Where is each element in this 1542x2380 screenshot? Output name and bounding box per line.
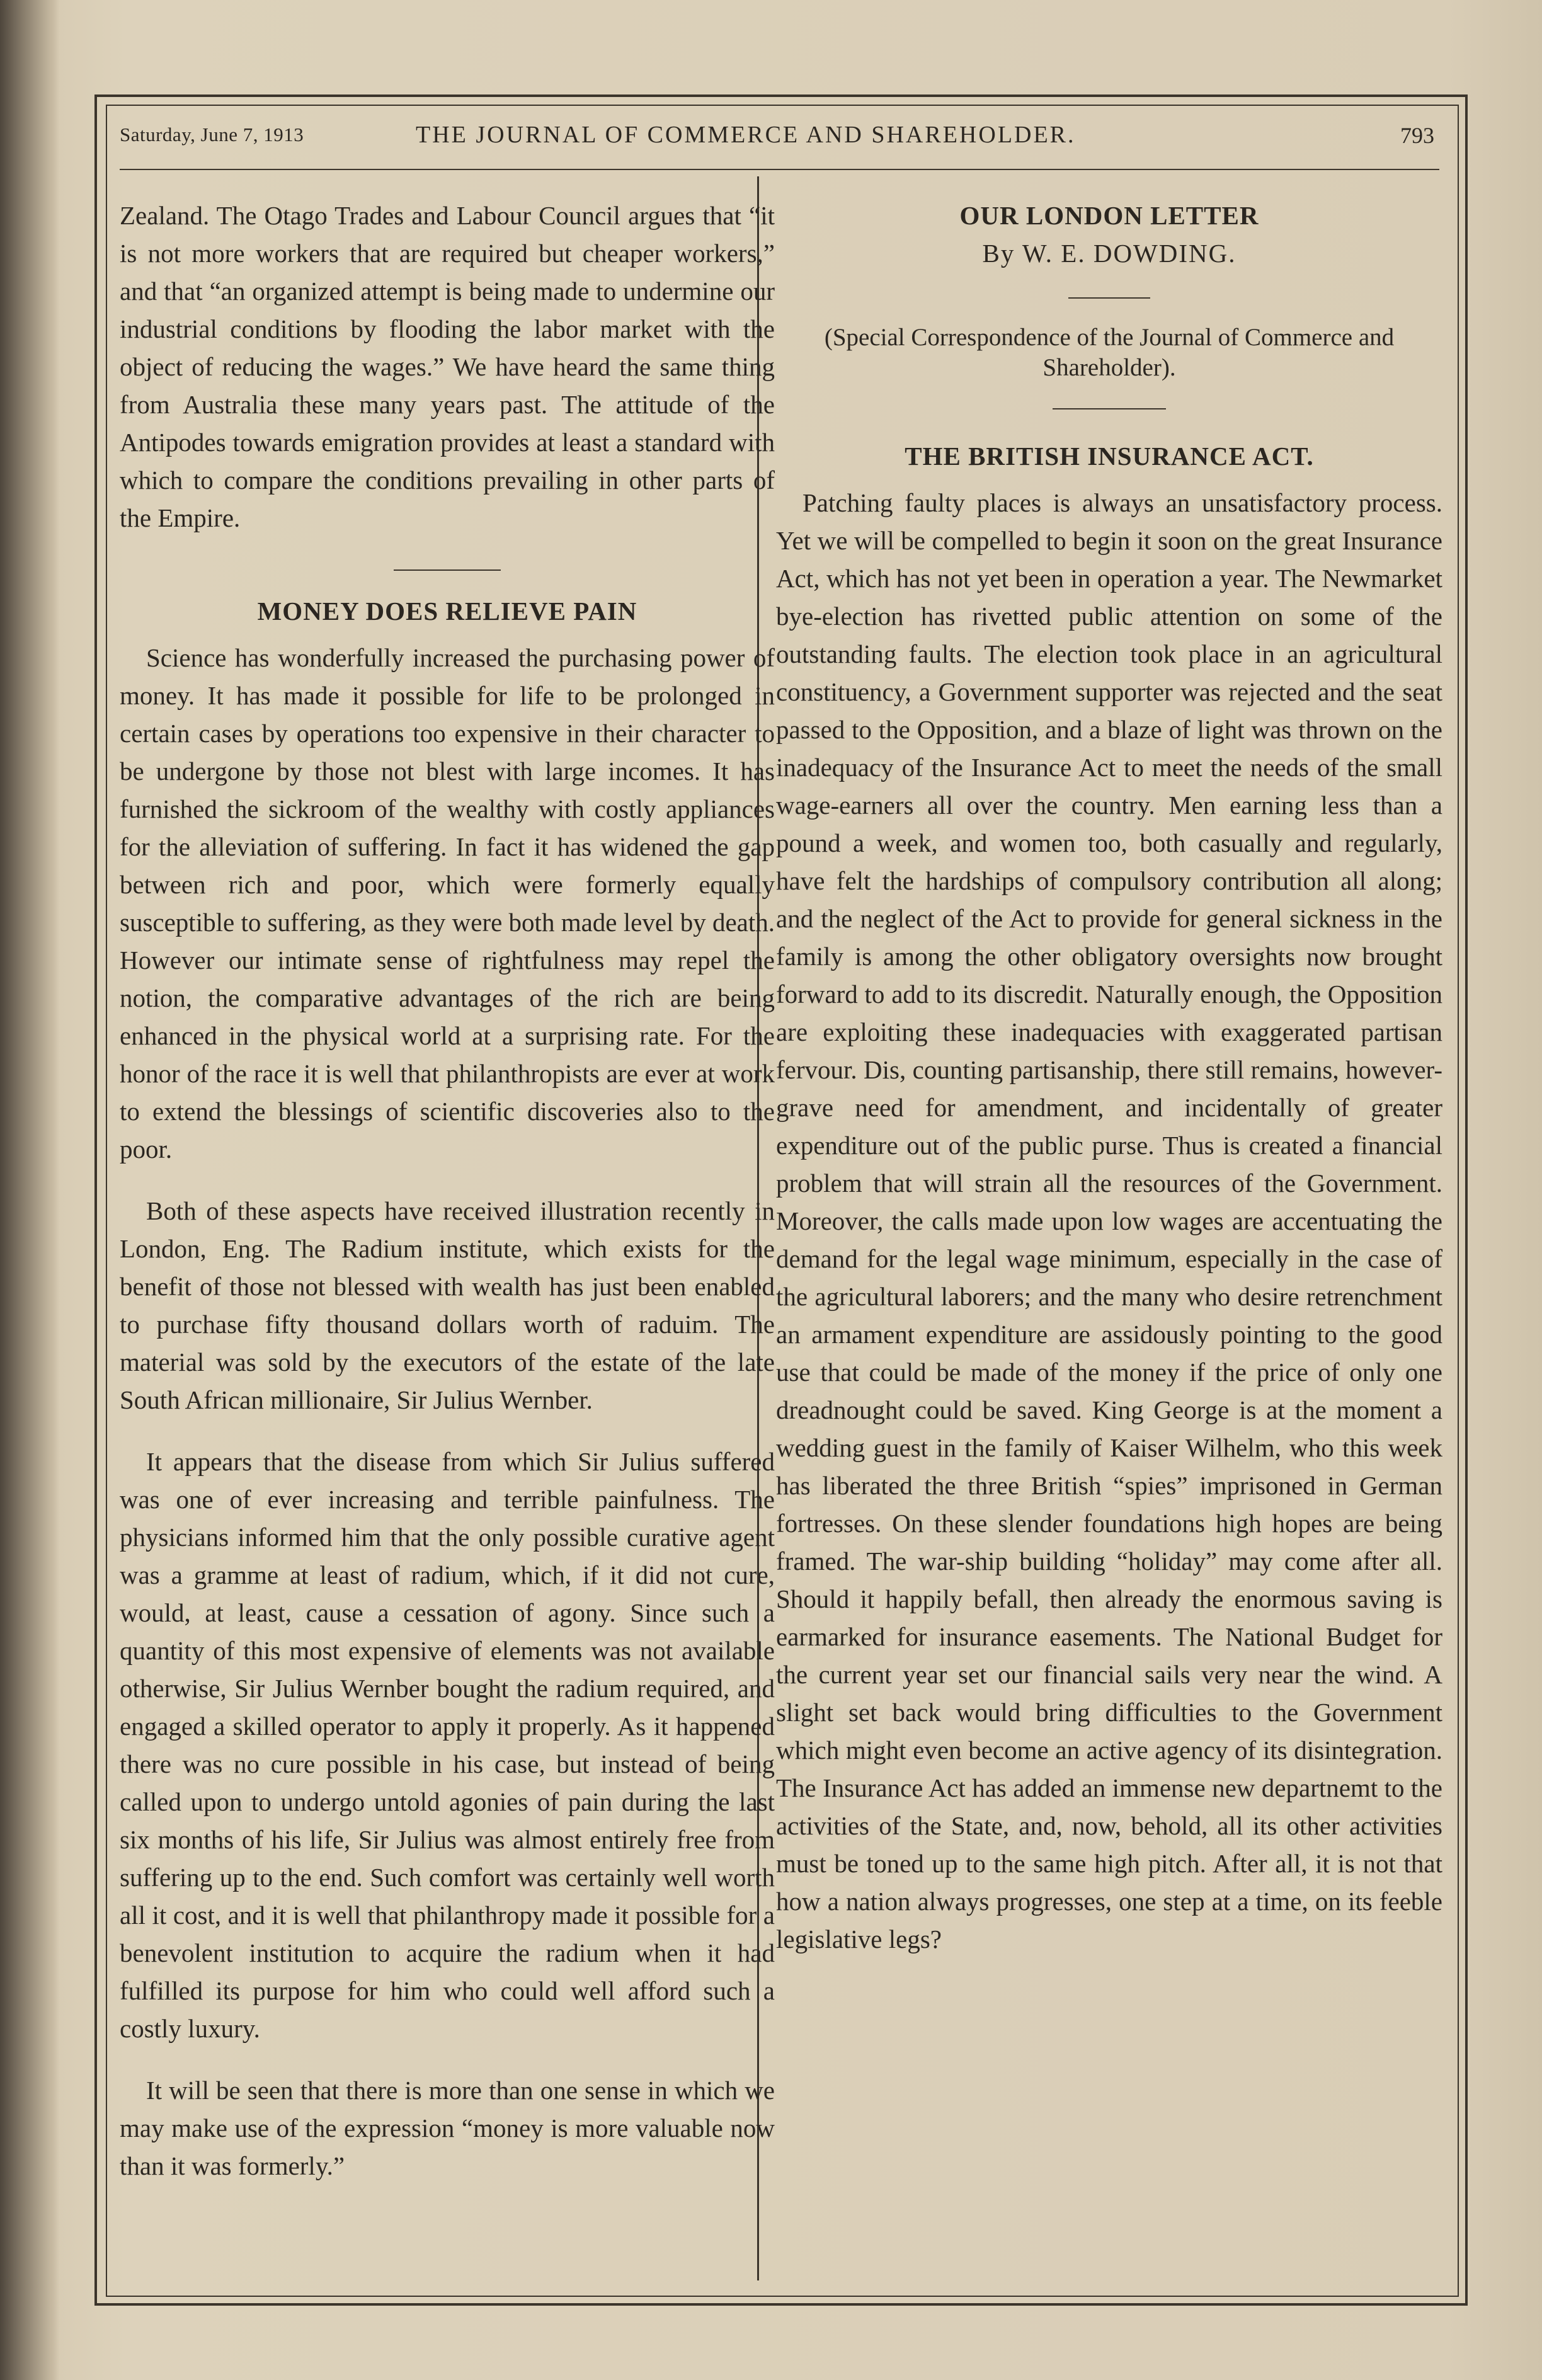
page-header <box>120 118 1439 163</box>
article-title: THE BRITISH INSURANCE ACT. <box>905 442 1314 471</box>
masthead-title: THE JOURNAL OF COMMERCE AND SHAREHOLDER. <box>416 122 1076 148</box>
article-paragraph: Science has wonderfully increased the purchasing power of money. It has made it possible for life to be prolonged in certain cases by operations too expensive in their character to be undergone by those not blest with large incomes. It has furnished the sickroom of the wealthy with costly appliances for the alleviation of suffering. In fact it has widened the gap between rich and poor, which were formerly equally susceptible to suffering, as they were both made level by death. However our intimate sense of rightfulness may repel the notion, the comparative advantages of the rich are being enhanced in the physical world at a surprising rate. For the honor of the race it is well that philanthropists are ever at work to extend the blessings of scientific discoveries also to the poor. <box>120 643 775 1164</box>
article-paragraph: It will be seen that there is more than one sense in which we may make use of the expression “money is more valuable now than it was formerly.” <box>120 2076 775 2180</box>
article-paragraph: It appears that the disease from which Sir Julius suffered was one of ever increasing and terrible painfulness. The physicians informed him that the only possible curative agent was a gramme at least of radium, which, if it did not cure, would, at least, cause a cessation of agony. Since such a quantity of this most expensive of elements was not available otherwise, Sir Julius Wernber bought the radium required, and engaged a skilled operator to apply it properly. As it happened there was no cure possible in his case, but instead of being called upon to undergo untold agonies of pain during the last six months of his life, Sir Julius was almost entirely free from suffering up to the end. Such comfort was certainly well worth all it cost, and it is well that philanthropy made it possible for a benevolent institution to acquire the radium when it had fulfilled its purpose for him who could well afford such a costly luxury. <box>120 1447 775 2043</box>
article-title: MONEY DOES RELIEVE PAIN <box>257 597 637 626</box>
right-column <box>776 197 1442 1958</box>
issue-date: Saturday, June 7, 1913 <box>120 123 304 146</box>
header-rule <box>120 169 1439 170</box>
article-body: Patching faulty places is always an unsatisfactory process. Yet we will be compelled to begin it soon on the great Insurance Act, which has not yet been in operation a year. The Newmarket bye-election has rivetted public attention on some of the outstanding faults. The election took place in an agricultural constituency, a Government supporter was rejected and the seat passed to the Opposition, and a blaze of light was thrown on the inadequacy of the Insurance Act to meet the needs of the small wage-earners all over the country. Men earning less than a pound a week, and women too, both casually and regularly, have felt the hardships of compulsory contribution all along; and the neglect of the Act to provide for general sickness in the family is among the other obligatory oversights now brought forward to add to its discredit. Naturally enough, the Opposition are exploiting these inadequacies with exaggerated partisan fervour. Dis, counting partisanship, there still remains, however-grave need for amendment, and incidentally of greater expenditure out of the public purse. Thus is created a financial problem that will strain all the resources of the Government. Moreover, the calls made upon low wages are accentuating the demand for the legal wage minimum, especially in the case of the agricultural laborers; and the many who desire retrenchment an armament expenditure are assidously pointing to the good use that could be made of the money if the price of only one dreadnought could be saved. King George is at the moment a wedding guest in the family of Kaiser Wilhelm, who this week has liberated the three British “spies” imprisoned in German fortresses. On these slender foundations high hopes are being framed. The war-ship building “holiday” may come after all. Should it happily befall, then already the enormous saving is earmarked for insurance easements. The National Budget for the current year set our financial sails very near the wind. A slight set back would bring difficulties to the Government which might even become an active agency of its disintegration. The Insurance Act has added an immense new departnemt to the activities of the State, and, now, behold, all its other activities must be toned up to the same high pitch. After all, it is not that how a nation always progresses, one step at a time, on its feeble legislative legs? <box>776 488 1442 1954</box>
byline: By W. E. DOWDING. <box>982 239 1236 268</box>
section-rule <box>394 569 501 571</box>
page-number: 793 <box>1400 123 1434 148</box>
section-title: OUR LONDON LETTER <box>959 201 1259 230</box>
continued-paragraph: Zealand. The Otago Trades and Labour Council argues that “it is not more workers that are required but cheaper workers,” and that “an organized attempt is being made to undermine our industrial conditions by flooding the labor market with the object of reducing the wages.” We have heard the same thing from Australia these many years past. The attitude of the Antipodes towards emigration provides at least a standard with which to compare the conditions prevailing in other parts of the Empire. <box>120 201 775 532</box>
left-column <box>120 197 775 2185</box>
book-spine-shadow <box>0 0 60 2380</box>
byline-rule <box>1068 297 1150 299</box>
article-paragraph: Both of these aspects have received illustration recently in London, Eng. The Radium institute, which exists for the benefit of those not blessed with wealth has just been enabled to purchase fifty thousand dollars worth of raduim. The material was sold by the executors of the estate of the late South African millionaire, Sir Julius Wernber. <box>120 1196 775 1414</box>
note-rule <box>1053 408 1166 409</box>
special-correspondence-note: (Special Correspondence of the Journal of Commerce and Shareholder). <box>824 324 1395 381</box>
